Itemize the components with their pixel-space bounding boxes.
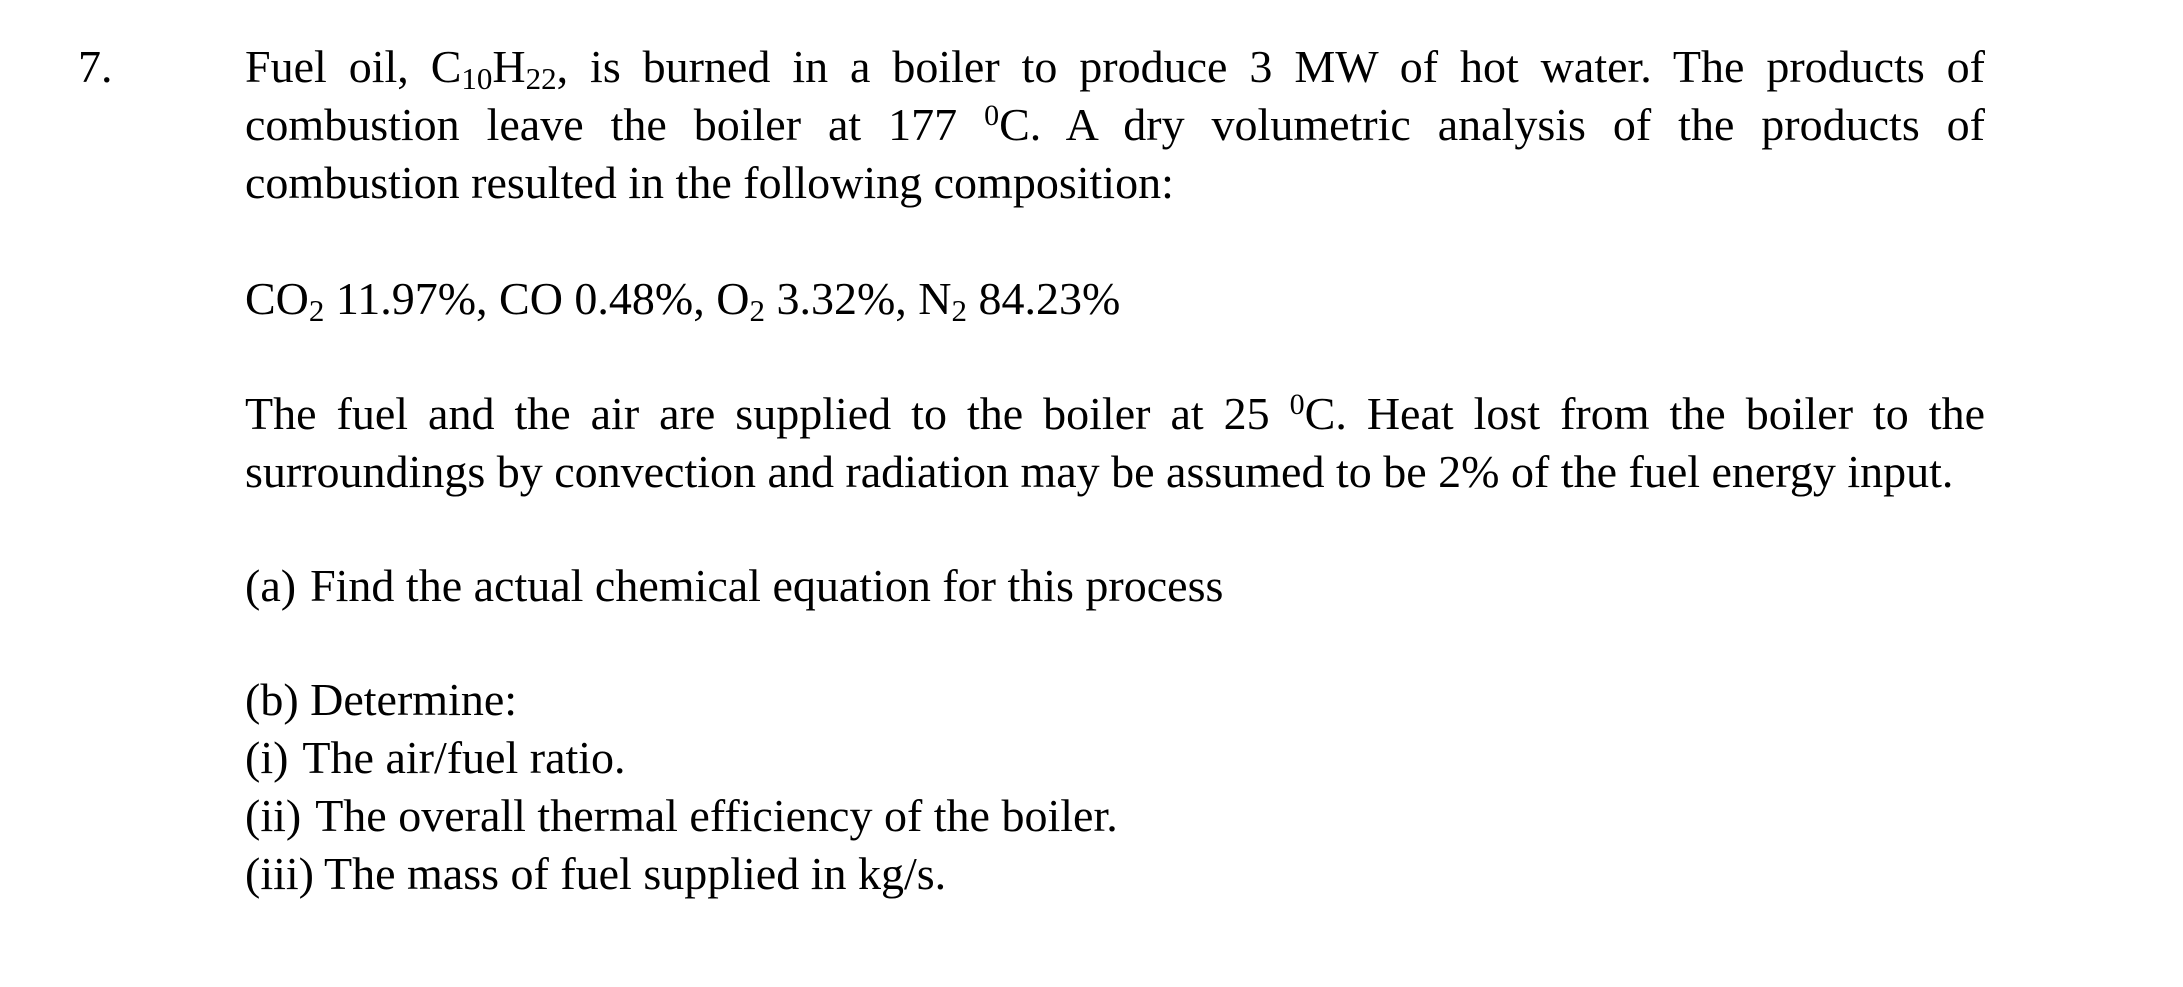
composition-co2: CO — [245, 273, 309, 324]
composition-line — [245, 270, 1985, 328]
composition-co-o2: 11.97%, CO 0.48%, O — [324, 273, 750, 324]
conditions-text-1: The fuel and the air are supplied to the boiler at 25 — [245, 388, 1290, 439]
composition-co2-subscript: 2 — [308, 293, 325, 328]
composition-end: 84.23% — [967, 273, 1121, 324]
intro-text-2: H — [492, 41, 526, 92]
part-b-item-iii-label: (iii) — [245, 848, 314, 899]
part-a-text: Find the actual chemical equation for this process — [310, 560, 1224, 611]
intro-text-4: C. A dry volumetric analysis of the products of combustion resulted in the following composition: — [245, 99, 1985, 208]
intro-subscript-2: 22 — [525, 61, 557, 96]
part-b-item-iii — [245, 845, 1985, 903]
part-b-item-i-label: (i) — [245, 732, 289, 783]
part-b-item-i — [245, 729, 1985, 787]
part-b-item-iii-text: The mass of fuel supplied in kg/s. — [323, 848, 947, 899]
intro-text-3: , is burned in a boiler to produce 3 MW of hot water. The products of combustion leave the boiler at 177 — [245, 41, 1985, 150]
intro-paragraph — [245, 38, 1985, 212]
intro-text-1: Fuel oil, C — [245, 41, 462, 92]
conditions-paragraph — [245, 385, 1985, 501]
composition-n2-subscript: 2 — [951, 293, 968, 328]
conditions-text-2: C. Heat lost from the boiler to the surroundings by convection and radiation may be assumed to be 2% of the fuel energy input. — [245, 388, 1985, 497]
part-b-item-ii-label: (ii) — [245, 790, 302, 841]
part-b-item-ii — [245, 787, 1985, 845]
conditions-superscript: 0 — [1289, 388, 1305, 421]
part-b-item-i-text: The air/fuel ratio. — [302, 732, 626, 783]
part-a-label: (a) — [245, 560, 297, 611]
part-b-heading: (b) Determine: — [245, 674, 518, 725]
question-number: 7. — [78, 41, 113, 92]
question-body — [245, 38, 1985, 903]
composition-n2: 3.32%, N — [764, 273, 952, 324]
part-a — [245, 557, 1985, 615]
part-b-item-ii-text: The overall thermal efficiency of the boiler. — [315, 790, 1118, 841]
intro-superscript-1: 0 — [984, 99, 1000, 132]
intro-subscript-1: 10 — [461, 61, 493, 96]
composition-o2-subscript: 2 — [749, 293, 765, 328]
